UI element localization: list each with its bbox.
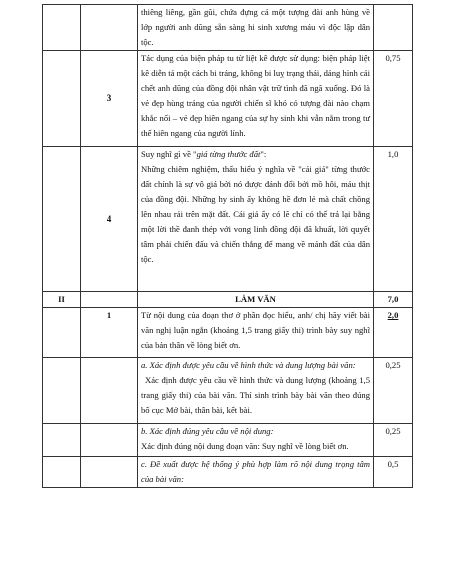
answer-cell — [138, 147, 374, 292]
table-row — [43, 308, 413, 358]
section-cell — [43, 457, 81, 488]
answer-text: thiêng liêng, gần gũi, chứa đựng cả một tượng đài anh hùng về lớp người anh dũng sẵn sàng hi sinh xương máu vì độc lập dân tộc. — [138, 5, 374, 51]
section-cell — [43, 51, 81, 147]
question-number-cell — [81, 358, 138, 424]
part-heading: a. Xác định được yêu cầu về hình thức và dung lượng bài văn: — [141, 360, 356, 370]
section-cell — [43, 308, 81, 358]
section-cell — [43, 147, 81, 292]
table-row — [43, 5, 413, 51]
score-value: 2,0 — [374, 308, 413, 358]
answer-text: Xác định đúng nội dung đoạn văn: Suy nghĩ về lòng biết ơn. — [141, 441, 349, 451]
answer-text: Tác dụng của biện pháp tu từ liệt kê được sử dụng: biện pháp liệt kê diễn tả một cách bi tráng, không bi luỵ trạng thái, dáng hình cái chết anh dũng của đồng đội nhân vật trữ tình đã ngã xuống. Đó là vẻ đẹp hùng tráng của người chiến sĩ khó có tượng đài nào chạm khắc nổi – vẻ đẹp hiên ngang của sự hy sinh khi vẫn nằm trong tư thế hiên ngang của người lính. — [138, 51, 374, 147]
score-value: 1,0 — [374, 147, 413, 292]
section-score: 7,0 — [374, 292, 413, 308]
answer-text: Xác định được yêu cầu về hình thức và dung lượng (khoảng 1,5 trang giấy thi) của bài văn. Thí sinh trình bày bài văn theo đúng bố cục Mở bài, thân bài, kết bài. — [141, 375, 370, 415]
question-number-cell — [81, 457, 138, 488]
question-number-cell — [81, 5, 138, 51]
answer-key-table — [42, 4, 413, 488]
answer-intro — [141, 147, 370, 162]
answer-text: Những chiêm nghiệm, thấu hiểu ý nghĩa về "cái giá" từng thước đất chính là sự vô giá bởi nó được đánh đổi bởi mồ hôi, máu thịt của đồng đội. Những hy sinh ấy không hề đơn lẻ mà chất chồng lên nhau rải trên mặt đất. Cái giá ấy có lẽ chỉ có thể trả lại bằng một lời thề đanh thép với vong linh đồng đội đã khuất, lời quyết tâm phải chiến đấu và chiến thắng để mang về mảnh đất của dân tộc. — [141, 164, 370, 264]
section-cell — [43, 358, 81, 424]
score-value: 0,75 — [374, 51, 413, 147]
section-title: LÀM VĂN — [138, 292, 374, 308]
table-row — [43, 424, 413, 457]
table-row — [43, 457, 413, 488]
question-number-cell — [81, 292, 138, 308]
section-cell — [43, 5, 81, 51]
section-number: II — [43, 292, 81, 308]
question-number: 3 — [81, 51, 138, 147]
table-row — [43, 51, 413, 147]
table-row — [43, 358, 413, 424]
score-cell — [374, 5, 413, 51]
part-heading: c. Đề xuất được hệ thống ý phù hợp làm rõ nội dung trọng tâm của bài văn: — [141, 459, 370, 484]
table-row — [43, 147, 413, 292]
score-value: 0,25 — [374, 358, 413, 424]
score-value: 0,25 — [374, 424, 413, 457]
score-value: 0,5 — [374, 457, 413, 488]
question-number: 4 — [81, 147, 138, 292]
question-number: 1 — [81, 308, 138, 358]
intro-italic: giá từng thước đất — [196, 149, 261, 159]
answer-cell — [138, 457, 374, 488]
answer-text: Từ nội dung của đoạn thơ ở phần đọc hiểu, anh/ chị hãy viết bài văn nghị luận ngắn (khoảng 1,5 trang giấy thi) trình bày suy nghĩ của bản thân về lòng biết ơn. — [138, 308, 374, 358]
table-row — [43, 292, 413, 308]
answer-cell — [138, 358, 374, 424]
section-cell — [43, 424, 81, 457]
intro-prefix: Suy nghĩ gì về " — [141, 149, 197, 159]
part-heading: b. Xác định đúng yêu cầu về nội dung: — [141, 426, 274, 436]
answer-cell — [138, 424, 374, 457]
intro-suffix: ": — [260, 149, 267, 159]
question-number-cell — [81, 424, 138, 457]
